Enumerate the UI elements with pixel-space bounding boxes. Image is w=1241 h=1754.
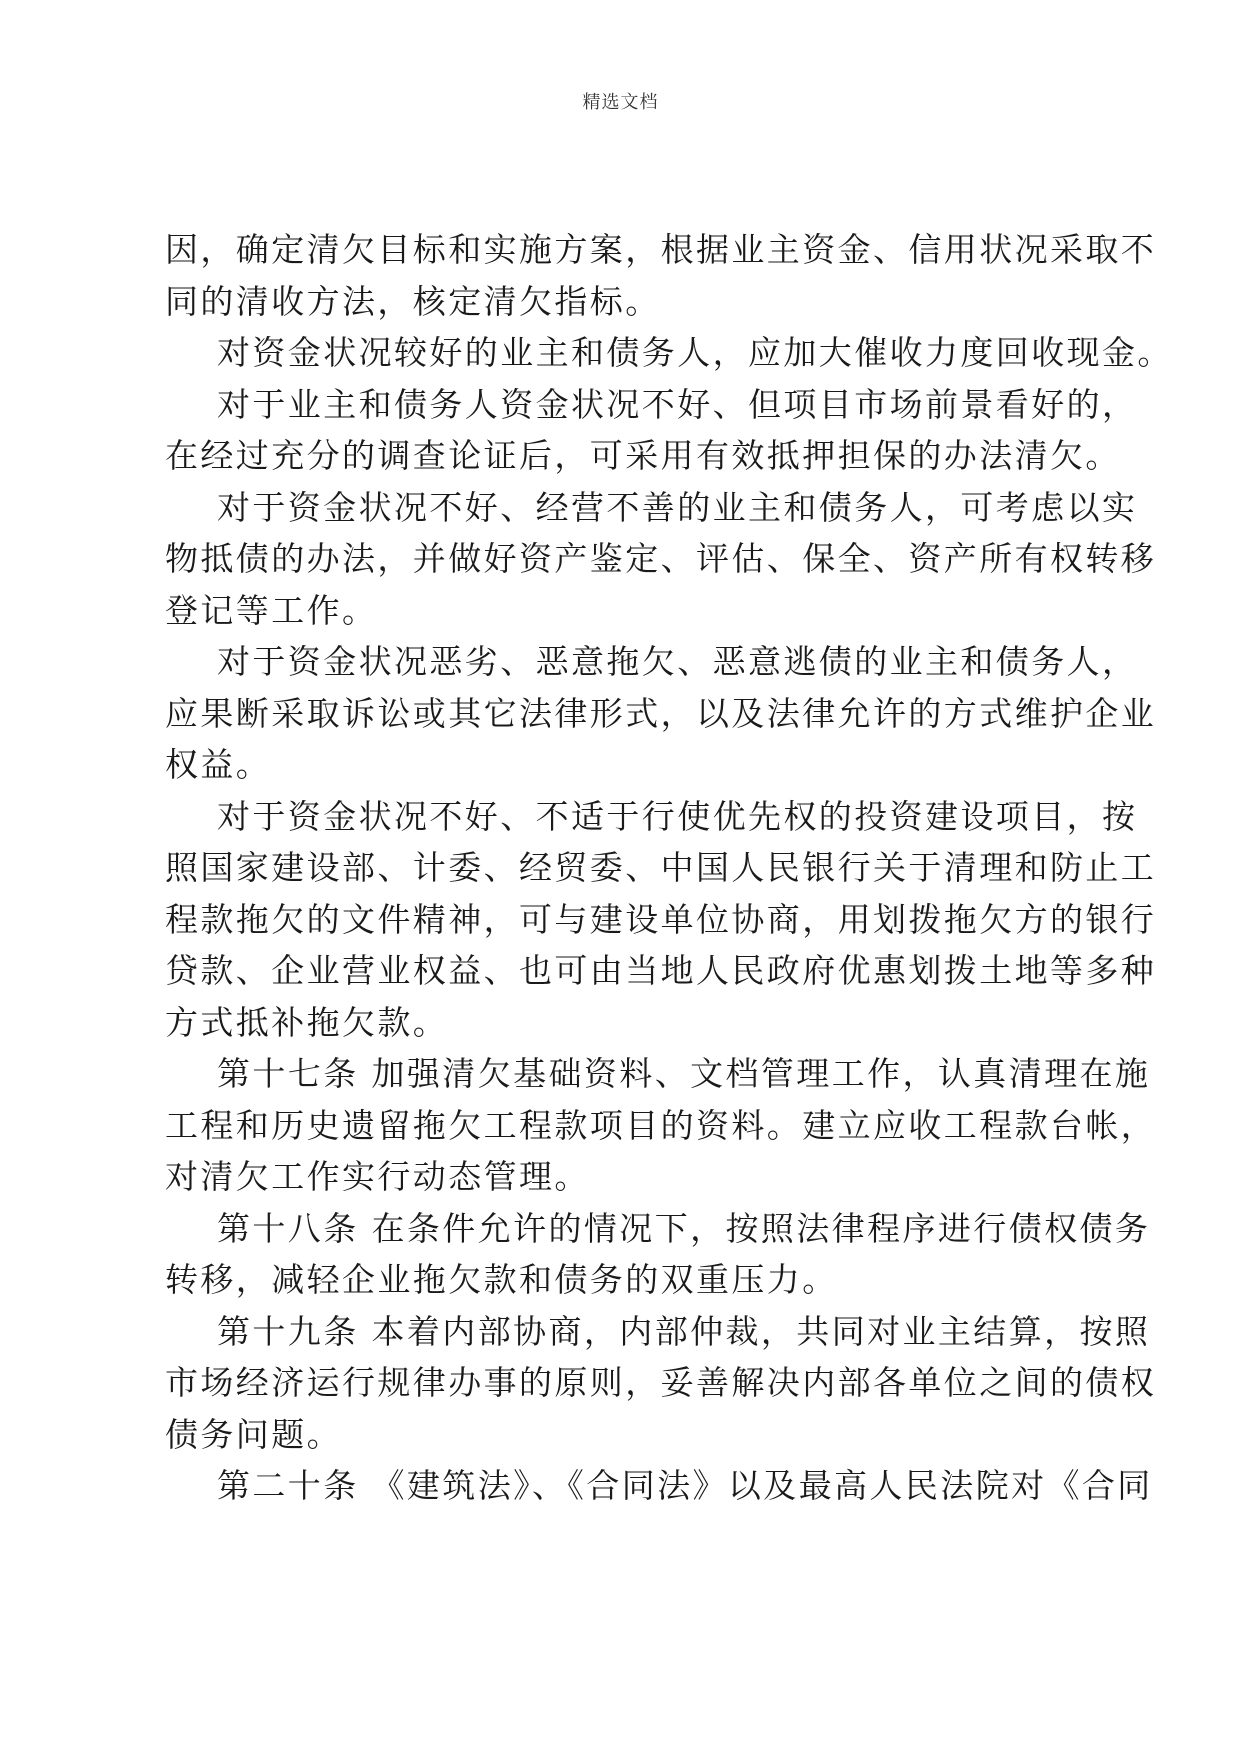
text-line: 贷款、企业营业权益、也可由当地人民政府优惠划拨土地等多种 [165, 951, 1157, 990]
text-line: 程款拖欠的文件精神，可与建设单位协商，用划拨拖欠方的银行 [165, 899, 1157, 939]
text-line: 权益。 [165, 745, 272, 784]
text-line: 第十九条 本着内部协商，内部仲裁，共同对业主结算，按照 [217, 1311, 1151, 1351]
text-line: 第十八条 在条件允许的情况下，按照法律程序进行债权债务 [217, 1208, 1151, 1248]
text-line: 因，确定清欠目标和实施方案，根据业主资金、信用状况采取不 [165, 230, 1157, 269]
text-line: 第二十条 《建筑法》、《合同法》以及最高人民法院对《合同 [217, 1466, 1153, 1505]
text-line: 物抵债的办法，并做好资产鉴定、评估、保全、资产所有权转移 [165, 539, 1157, 578]
text-line: 对清欠工作实行动态管理。 [165, 1157, 590, 1196]
document-body [165, 224, 1173, 1512]
page-header: 精选文档 [582, 92, 659, 113]
text-line: 对资金状况较好的业主和债务人，应加大催收力度回收现金。 [217, 333, 1173, 372]
text-line: 在经过充分的调查论证后，可采用有效抵押担保的办法清欠。 [165, 436, 1121, 475]
text-line: 市场经济运行规律办事的原则，妥善解决内部各单位之间的债权 [165, 1363, 1157, 1402]
text-line: 应果断采取诉讼或其它法律形式，以及法律允许的方式维护企业 [165, 693, 1157, 733]
text-line: 第十七条 加强清欠基础资料、文档管理工作，认真清理在施 [217, 1054, 1151, 1093]
text-line: 同的清收方法，核定清欠指标。 [165, 281, 661, 321]
text-line: 对于业主和债务人资金状况不好、但项目市场前景看好的， [217, 384, 1138, 424]
text-line: 对于资金状况不好、不适于行使优先权的投资建设项目，按 [217, 796, 1138, 836]
text-line: 方式抵补拖欠款。 [165, 1002, 449, 1042]
text-line: 对于资金状况恶劣、恶意拖欠、恶意逃债的业主和债务人， [217, 642, 1138, 681]
text-line: 转移，减轻企业拖欠款和债务的双重压力。 [165, 1260, 838, 1299]
text-line: 照国家建设部、计委、经贸委、中国人民银行关于清理和防止工 [165, 848, 1157, 887]
text-line: 工程和历史遗留拖欠工程款项目的资料。建立应收工程款台帐， [165, 1105, 1157, 1145]
text-line: 登记等工作。 [165, 590, 378, 630]
text-line: 对于资金状况不好、经营不善的业主和债务人，可考虑以实 [217, 487, 1138, 527]
text-line: 债务问题。 [165, 1414, 342, 1454]
